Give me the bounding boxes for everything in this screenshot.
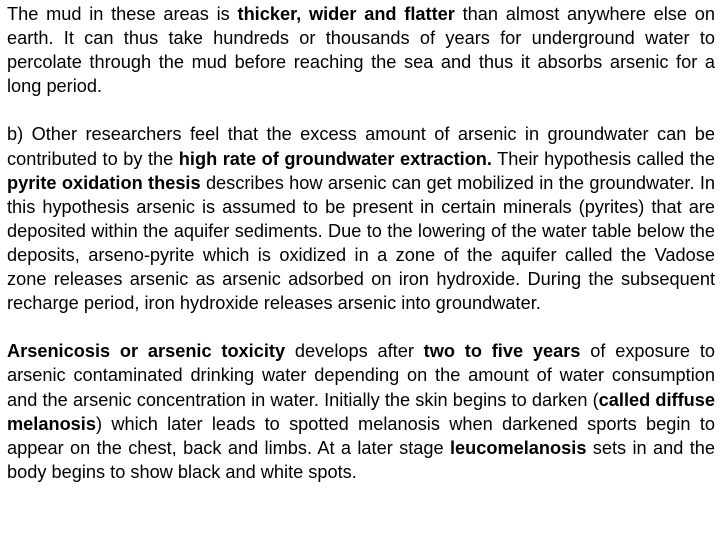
bold-segment: thicker, wider and flatter	[237, 4, 455, 24]
text-segment: describes how arsenic can get mobilized in the groundwater. In this hypothesis arsenic is assumed to be present in certain minerals (pyrites) that are deposited within the aquifer sediments. Due to the lowering of the water table below the deposits, arseno-pyrite which is oxidized in a zone of the aquifer called the Vadose zone releases arsenic as arsenic adsorbed on iron hydroxide. During the subsequent recharge period, iron hydroxide releases arsenic into groundwater.	[7, 172, 716, 314]
paragraph-pyrite	[7, 122, 715, 315]
text-segment: The mud in these areas is	[7, 4, 238, 24]
text-segment: sets in and the body begins to show black and white spots.	[7, 437, 715, 482]
text-segment: Their hypothesis called the	[491, 148, 715, 169]
paragraph-spacer	[7, 98, 715, 122]
bold-segment: Arsenicosis or arsenic toxicity	[7, 341, 286, 362]
bold-segment: high rate of groundwater extraction.	[178, 148, 492, 169]
paragraph-spacer	[7, 315, 715, 339]
bold-segment: leucomelanosis	[449, 437, 587, 458]
text-segment: develops after	[285, 341, 424, 362]
paragraph-arsenicosis	[7, 339, 715, 484]
document-body	[7, 2, 715, 484]
text-segment: ) which later leads to spotted melanosis when darkened sports begin to appear on the chest, back and limbs. At a later stage	[7, 413, 715, 458]
text-segment: of exposure to arsenic contaminated drinking water depending on the amount of water consumption and the arsenic concentration in water. Initially the skin begins to darken (	[7, 341, 715, 410]
bold-segment: two to five years	[423, 341, 581, 362]
paragraph-mud	[7, 2, 715, 98]
bold-segment: called diffuse melanosis	[7, 389, 716, 434]
text-segment: b) Other researchers feel that the excess amount of arsenic in groundwater can be contributed to by the	[7, 124, 715, 169]
bold-segment: pyrite oxidation thesis	[7, 172, 201, 193]
text-segment: than almost anywhere else on earth. It can thus take hundreds or thousands of years for underground water to percolate through the mud before reaching the sea and thus it absorbs arsenic for a long period.	[7, 4, 716, 97]
